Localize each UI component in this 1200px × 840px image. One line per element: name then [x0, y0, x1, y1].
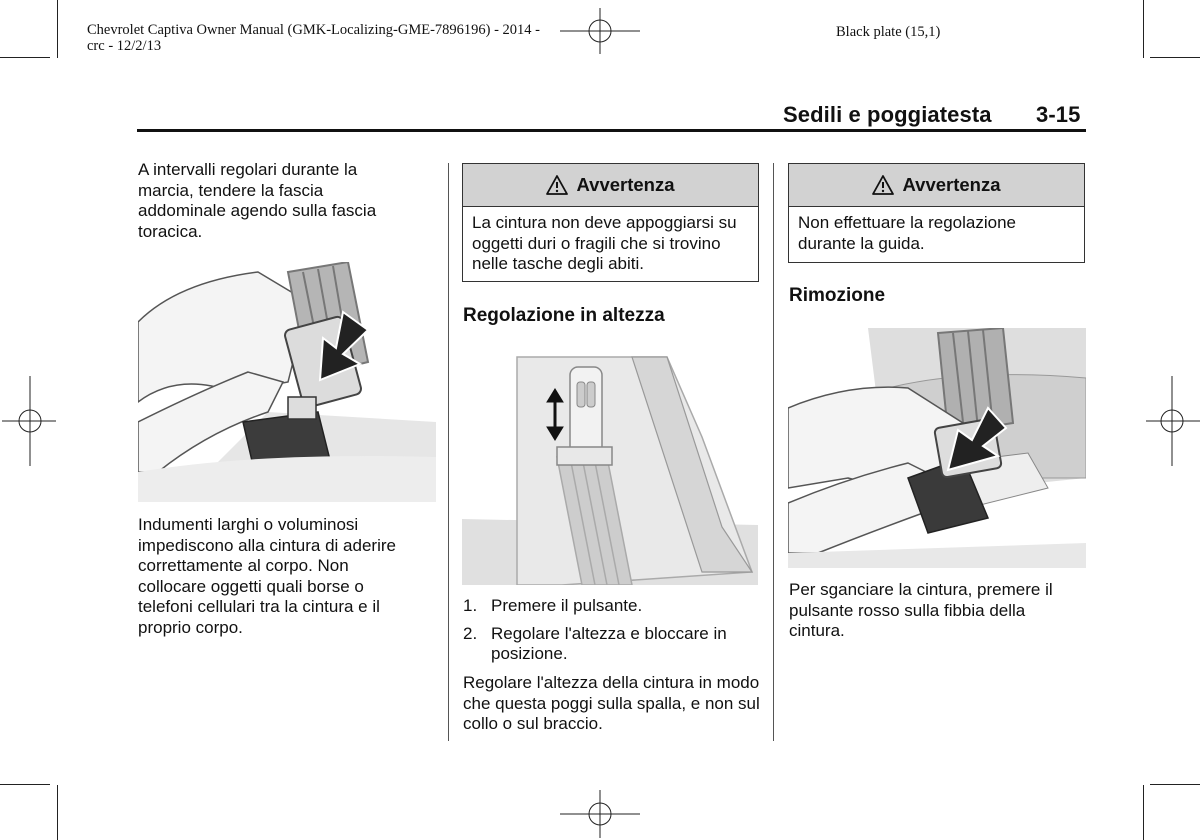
- warning-triangle-icon: [872, 175, 894, 195]
- figure-belt-tightening: [138, 262, 436, 502]
- step-text-1: Premere il pulsante.: [491, 596, 643, 615]
- crop-mark-top-left-v: [57, 0, 58, 58]
- registration-mark-top: [560, 8, 640, 54]
- steps-list: [463, 596, 755, 672]
- warning-box-1-title: Avvertenza: [576, 174, 675, 195]
- subheading-removal: Rimozione: [789, 285, 886, 306]
- header-rule: [137, 129, 1086, 132]
- step-number-2: 2.: [463, 623, 478, 643]
- col1-paragraph-2: Indumenti larghi o voluminosi impediscono alla cintura di aderire correttamente al corpo. Non collocare oggetti quali borse o telefoni cellulari tra la cintura e il proprio corpo.: [138, 515, 396, 637]
- col2-paragraph: Regolare l'altezza della cintura in modo che questa poggi sulla spalla, e non sul collo o sul braccio.: [463, 673, 760, 733]
- registration-mark-left: [2, 376, 56, 466]
- step-text-2: Regolare l'altezza e bloccare in posizione.: [491, 623, 727, 663]
- warning-box-2-text: Non effettuare la regolazione durante la guida.: [798, 213, 1017, 253]
- crop-mark-bottom-right-h: [1150, 784, 1200, 785]
- crop-mark-top-right-v: [1143, 0, 1144, 58]
- figure-belt-release: [788, 328, 1086, 568]
- crop-mark-bottom-right-v: [1143, 785, 1144, 840]
- figure-height-adjuster: [462, 347, 758, 585]
- warning-box-2-title: Avvertenza: [902, 174, 1001, 195]
- subheading-height-adjust: Regolazione in altezza: [463, 305, 665, 326]
- crop-mark-bottom-left-v: [57, 785, 58, 840]
- registration-mark-right: [1146, 376, 1200, 466]
- step-item-2: [463, 624, 755, 665]
- col3-paragraph: Per sganciare la cintura, premere il pulsante rosso sulla fibbia della cintura.: [789, 580, 1053, 640]
- column-divider-2: [773, 163, 774, 741]
- warning-triangle-icon: [546, 175, 568, 195]
- warning-box-1: [462, 163, 759, 282]
- crop-mark-top-right-h: [1150, 57, 1200, 58]
- section-title: Sedili e poggiatesta: [783, 102, 992, 127]
- page-number: 3-15: [1036, 102, 1081, 127]
- step-number-1: 1.: [463, 596, 478, 615]
- column-divider-1: [448, 163, 449, 741]
- col1-paragraph-1: A intervalli regolari durante la marcia, tendere la fascia addominale agendo sulla fascia toracica.: [138, 160, 377, 241]
- warning-box-2: [788, 163, 1085, 263]
- crop-mark-top-left-h: [0, 57, 50, 58]
- plate-label: Black plate (15,1): [836, 24, 941, 40]
- warning-box-1-header: [463, 164, 758, 207]
- warning-box-2-header: [789, 164, 1084, 207]
- manual-title-line: Chevrolet Captiva Owner Manual (GMK-Localizing-GME-7896196) - 2014 -: [87, 22, 541, 38]
- crop-mark-bottom-left-h: [0, 784, 50, 785]
- crc-line: crc - 12/2/13: [87, 38, 162, 54]
- registration-mark-bottom: [560, 790, 640, 838]
- warning-box-1-text: La cintura non deve appoggiarsi su oggetti duri o fragili che si trovino nelle tasche degli abiti.: [472, 213, 737, 273]
- step-item-1: [463, 596, 755, 617]
